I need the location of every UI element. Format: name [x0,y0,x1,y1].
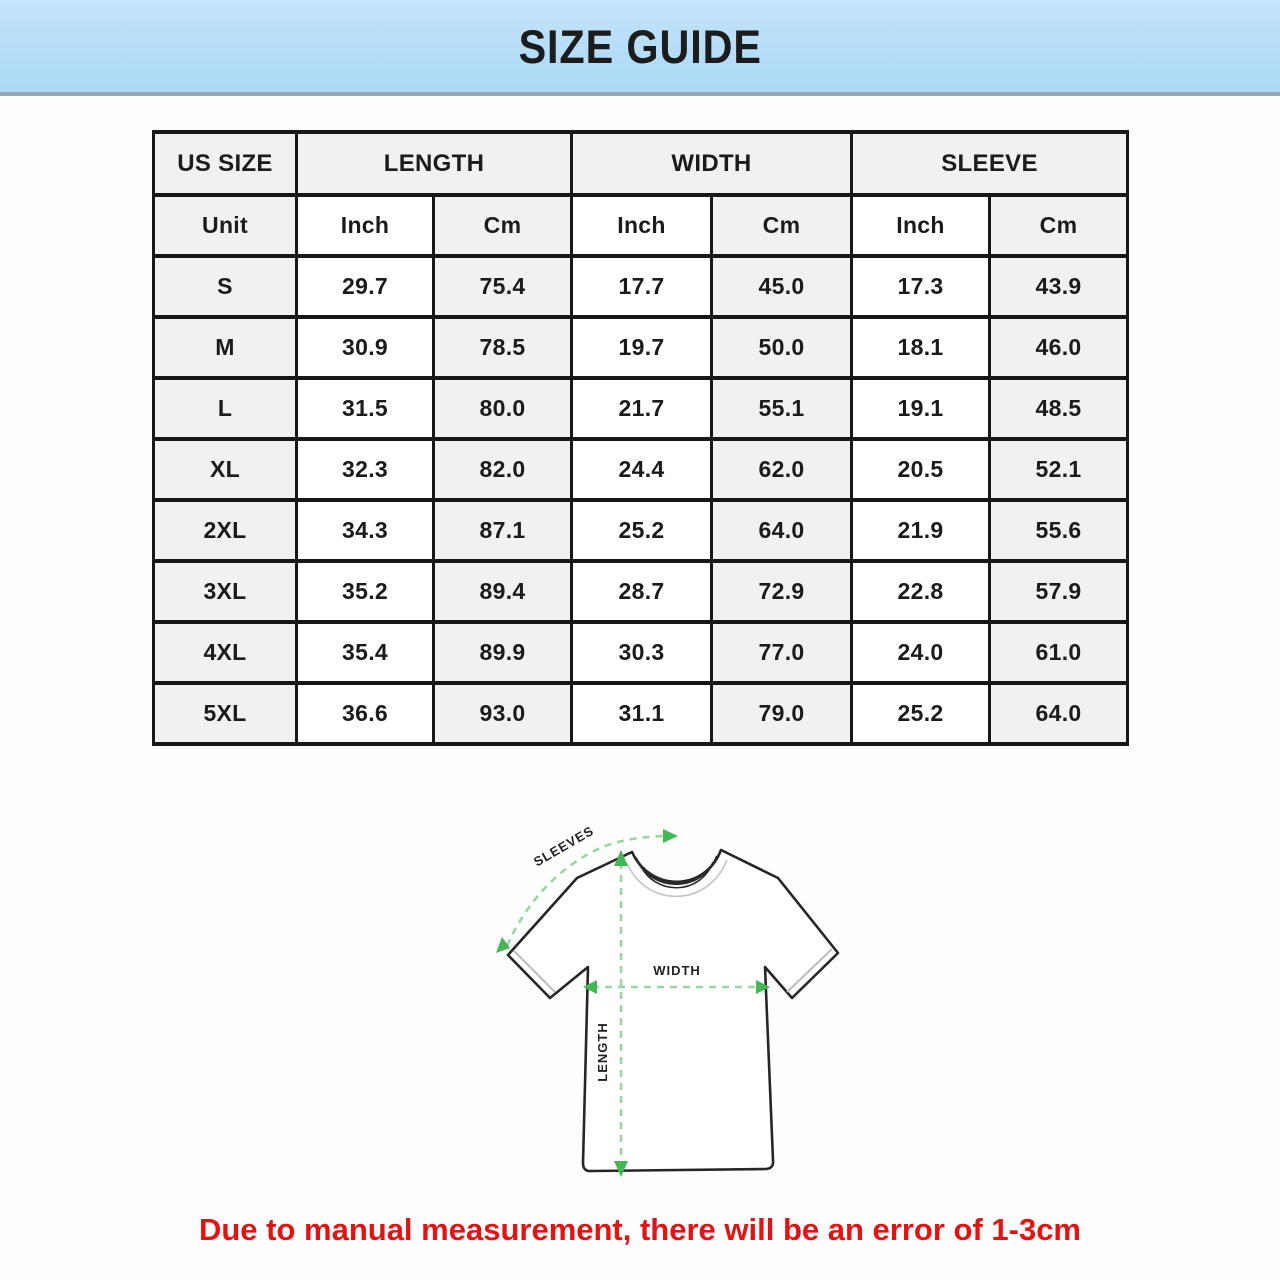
value-cell: 35.4 [297,622,434,683]
unit-cell-inch: Inch [572,195,712,256]
value-cell: 80.0 [434,378,572,439]
size-cell: 5XL [154,683,297,744]
value-cell: 78.5 [434,317,572,378]
value-cell: 31.1 [572,683,712,744]
value-cell: 17.3 [852,256,990,317]
value-cell: 32.3 [297,439,434,500]
col-header-length: LENGTH [297,132,572,195]
unit-cell-inch: Inch [852,195,990,256]
table-unit-row [154,195,1128,256]
width-label: WIDTH [653,963,701,978]
col-header-width: WIDTH [572,132,852,195]
value-cell: 75.4 [434,256,572,317]
value-cell: 30.3 [572,622,712,683]
table-row [154,256,1128,317]
value-cell: 79.0 [712,683,852,744]
unit-cell-cm: Cm [990,195,1128,256]
value-cell: 36.6 [297,683,434,744]
value-cell: 28.7 [572,561,712,622]
value-cell: 89.4 [434,561,572,622]
value-cell: 19.7 [572,317,712,378]
table-row [154,561,1128,622]
unit-cell-cm: Cm [434,195,572,256]
value-cell: 57.9 [990,561,1128,622]
table-row [154,378,1128,439]
value-cell: 34.3 [297,500,434,561]
size-cell: S [154,256,297,317]
unit-cell-inch: Inch [297,195,434,256]
value-cell: 62.0 [712,439,852,500]
value-cell: 89.9 [434,622,572,683]
value-cell: 77.0 [712,622,852,683]
value-cell: 64.0 [990,683,1128,744]
col-header-sleeve: SLEEVE [852,132,1128,195]
sleeves-label: SLEEVES [531,822,597,870]
table-row [154,500,1128,561]
value-cell: 45.0 [712,256,852,317]
value-cell: 25.2 [852,683,990,744]
value-cell: 21.9 [852,500,990,561]
size-cell: 4XL [154,622,297,683]
value-cell: 43.9 [990,256,1128,317]
value-cell: 87.1 [434,500,572,561]
value-cell: 55.1 [712,378,852,439]
table-row [154,317,1128,378]
value-cell: 19.1 [852,378,990,439]
value-cell: 82.0 [434,439,572,500]
value-cell: 17.7 [572,256,712,317]
value-cell: 93.0 [434,683,572,744]
table-row [154,683,1128,744]
value-cell: 61.0 [990,622,1128,683]
table-row [154,622,1128,683]
value-cell: 29.7 [297,256,434,317]
unit-cell-cm: Cm [712,195,852,256]
value-cell: 48.5 [990,378,1128,439]
length-label: LENGTH [595,1022,610,1082]
table-row [154,439,1128,500]
value-cell: 31.5 [297,378,434,439]
tshirt-diagram [440,800,900,1200]
value-cell: 20.5 [852,439,990,500]
size-table [152,130,1129,746]
size-cell: 3XL [154,561,297,622]
value-cell: 64.0 [712,500,852,561]
header-band [0,0,1280,96]
value-cell: 22.8 [852,561,990,622]
value-cell: 18.1 [852,317,990,378]
tshirt-outline-icon [508,850,838,1171]
size-cell: 2XL [154,500,297,561]
page-title: SIZE GUIDE [518,19,762,73]
value-cell: 35.2 [297,561,434,622]
table-group-header-row [154,132,1128,195]
value-cell: 52.1 [990,439,1128,500]
value-cell: 30.9 [297,317,434,378]
value-cell: 21.7 [572,378,712,439]
value-cell: 25.2 [572,500,712,561]
measurement-note: Due to manual measurement, there will be an error of 1-3cm [198,1212,1082,1247]
size-cell: M [154,317,297,378]
size-cell: L [154,378,297,439]
value-cell: 46.0 [990,317,1128,378]
value-cell: 50.0 [712,317,852,378]
value-cell: 55.6 [990,500,1128,561]
unit-label-cell: Unit [154,195,297,256]
col-header-us-size: US SIZE [154,132,297,195]
value-cell: 24.4 [572,439,712,500]
value-cell: 72.9 [712,561,852,622]
size-cell: XL [154,439,297,500]
value-cell: 24.0 [852,622,990,683]
